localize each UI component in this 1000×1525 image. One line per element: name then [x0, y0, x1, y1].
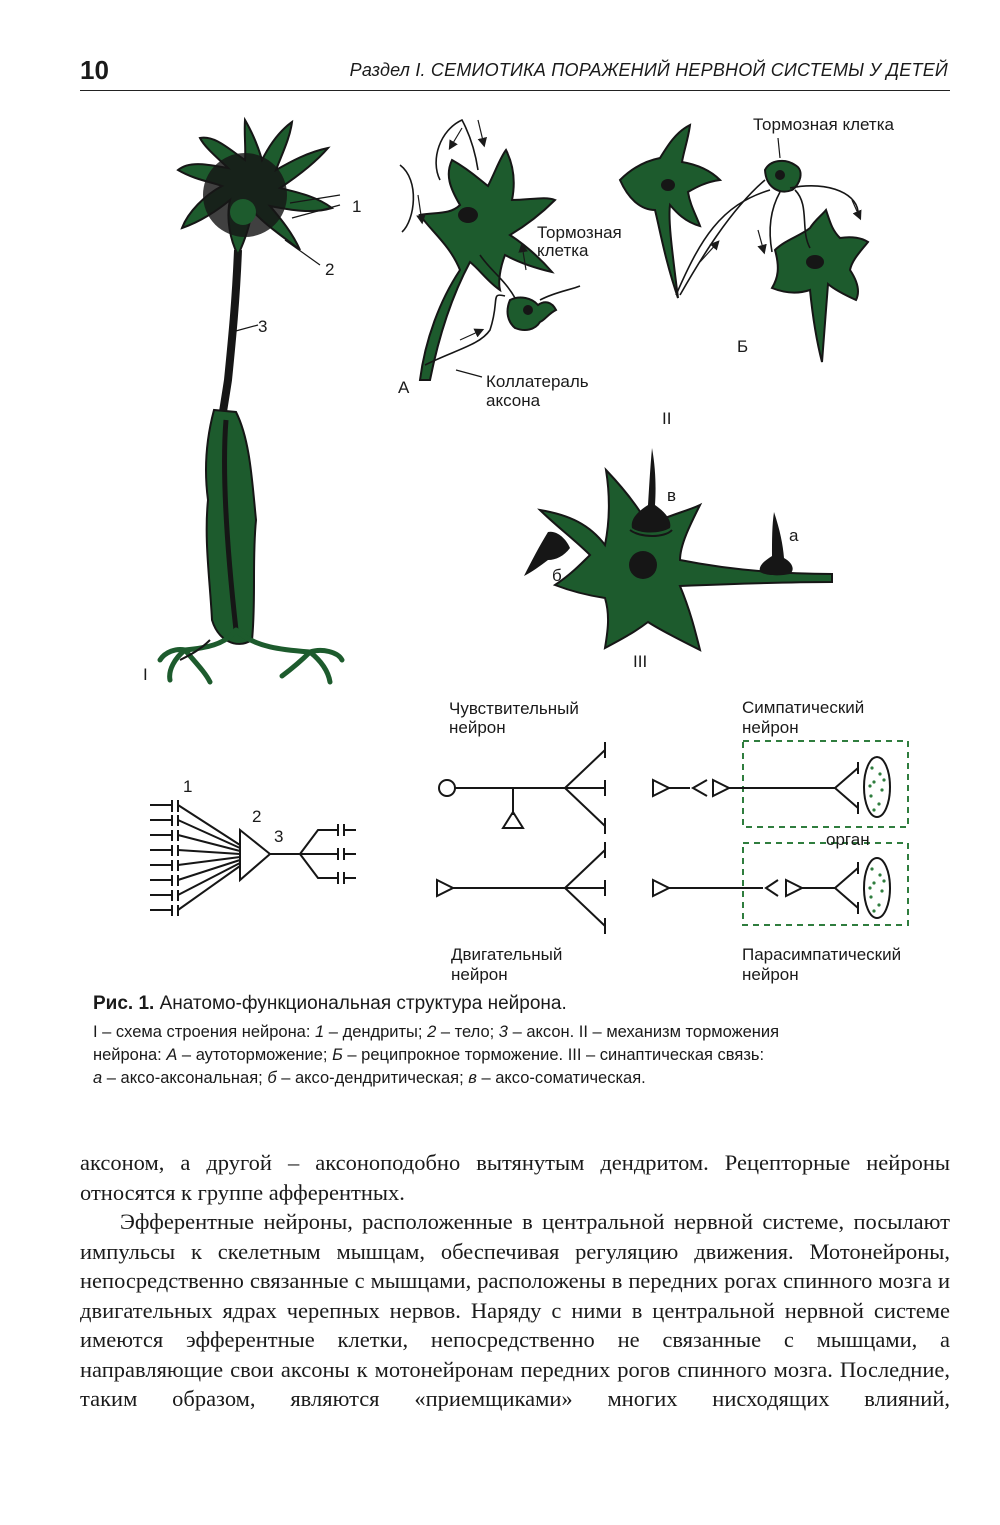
motor-neuron-scheme: [437, 842, 605, 984]
figure-caption: [93, 993, 953, 1090]
sensory-label-line2: нейрон: [449, 718, 506, 737]
scheme-label-1: 1: [183, 777, 193, 796]
reciprocal-inhibition-diagram: [620, 115, 895, 428]
sympathetic-label-line2: нейрон: [742, 718, 799, 737]
page-number: 10: [80, 55, 109, 85]
caption-line-2: [93, 1044, 953, 1067]
collateral-label-line2: аксона: [486, 391, 541, 410]
part-II-label: II: [662, 409, 672, 428]
synapse-label-b: б: [552, 566, 562, 585]
caption-italic: А: [166, 1046, 178, 1064]
autonomic-neuron-scheme: [653, 698, 908, 984]
schematic-neuron: [150, 777, 356, 916]
sensory-label-line1: Чувствительный: [449, 699, 579, 718]
caption-text: – аксо-дендритическая;: [276, 1069, 469, 1087]
autoinhibition-diagram: [398, 120, 622, 410]
organ-label: орган: [826, 830, 870, 849]
caption-line-1: [93, 1021, 953, 1044]
paragraph-2: Эфферентные нейроны, расположенные в центральной нервной системе, посылают импульсы к скелетным мышцам, обеспечивая регуляцию движения. Мотонейроны, непосредственно связанные с мышцами, расположены в передних рогах спинного мозга и двигательных ядрах черепных нервов. Наряду с ними в центральной нервной системе имеются эфферентные клетки, непосредственно не связанные с мышцами, а направляющие свои аксоны к мотонейронам передних рогов спинного мозга. Последние, таким образом, являются «приемщиками» многих нисходящих влияний,: [80, 1209, 950, 1411]
scheme-label-3: 3: [274, 827, 284, 846]
paragraph-1: аксоном, а другой – аксоноподобно вытянутым дендритом. Рецепторные нейроны относятся к группе афферентных.: [80, 1150, 950, 1205]
caption-italic: 1: [315, 1023, 325, 1041]
caption-italic: 3: [498, 1023, 508, 1041]
caption-title-text: Анатомо-функциональная структура нейрона.: [154, 993, 567, 1014]
sympathetic-label-line1: Симпатический: [742, 698, 865, 717]
panel-a-label: А: [398, 378, 410, 397]
sensory-neuron-scheme: [439, 699, 605, 834]
caption-figure-number: Рис. 1.: [93, 993, 155, 1014]
caption-text: нейрона:: [93, 1046, 167, 1064]
panel-b-label: Б: [737, 337, 749, 356]
caption-italic: Б: [332, 1046, 343, 1064]
caption-legend: [93, 1021, 953, 1090]
running-head: Раздел I. СЕМИОТИКА ПОРАЖЕНИЙ НЕРВНОЙ СИСТЕМЫ У ДЕТЕЙ: [349, 60, 948, 80]
caption-italic: а: [93, 1069, 103, 1087]
label-3: 3: [258, 317, 268, 336]
inhibitory-cell-label-a-line2: клетка: [537, 241, 589, 260]
caption-italic: 2: [427, 1023, 437, 1041]
caption-text: – аксо-соматическая.: [476, 1069, 646, 1087]
caption-text: – аксо-аксональная;: [102, 1069, 268, 1087]
inhibitory-cell-label-b: Тормозная клетка: [753, 115, 894, 134]
label-2: 2: [325, 260, 335, 279]
parasympathetic-label-line2: нейрон: [742, 965, 799, 984]
caption-text: – аксон. II – механизм торможения: [507, 1023, 780, 1041]
synapse-label-a: а: [789, 526, 799, 545]
motor-label-line2: нейрон: [451, 965, 508, 984]
collateral-label-line1: Коллатераль: [486, 372, 589, 391]
caption-text: – аутоторможение;: [177, 1046, 333, 1064]
label-1: 1: [352, 197, 362, 216]
caption-text: – тело;: [436, 1023, 499, 1041]
caption-text: – реципрокное торможение. III – синаптическая связь:: [342, 1046, 765, 1064]
synapse-diagram: [524, 448, 832, 671]
scheme-label-2: 2: [252, 807, 262, 826]
caption-line-3: [93, 1067, 953, 1090]
caption-italic: б: [267, 1069, 277, 1087]
body-text: [80, 1148, 950, 1414]
inhibitory-cell-label-a-line1: Тормозная: [537, 223, 622, 242]
caption-text: – дендриты;: [324, 1023, 428, 1041]
motor-label-line1: Двигательный: [451, 945, 563, 964]
caption-text: I – схема строения нейрона:: [93, 1023, 316, 1041]
caption-title: [93, 993, 953, 1015]
parasympathetic-label-line1: Парасимпатический: [742, 945, 902, 964]
caption-italic: в: [468, 1069, 477, 1087]
part-III-label: III: [633, 652, 648, 671]
part-I-label: I: [143, 665, 148, 684]
neuron-structure-diagram: [143, 120, 361, 684]
synapse-label-v: в: [667, 486, 677, 505]
